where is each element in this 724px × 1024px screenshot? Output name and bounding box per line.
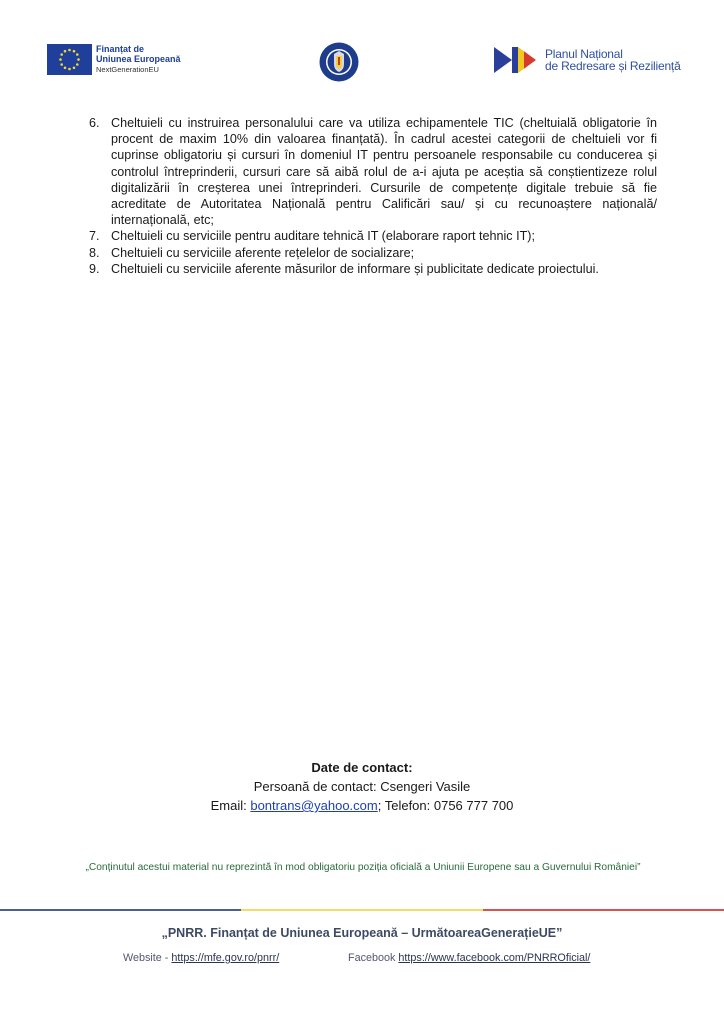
website-label: Website - bbox=[123, 952, 172, 964]
list-item-number: 9. bbox=[89, 261, 100, 276]
facebook-label: Facebook bbox=[348, 952, 399, 964]
eu-flag-icon bbox=[47, 44, 92, 75]
romanian-government-logo bbox=[319, 42, 359, 82]
website-link-group bbox=[123, 952, 279, 964]
facebook-link-group bbox=[348, 952, 590, 964]
list-item bbox=[89, 245, 657, 261]
eu-logo-line2: Uniunea Europeană bbox=[96, 54, 181, 64]
pnrr-logo-line1: Planul Național bbox=[545, 47, 623, 61]
pnrr-logo-line2: de Redresare și Reziliență bbox=[545, 59, 681, 73]
contact-title: Date de contact: bbox=[311, 760, 413, 775]
website-link[interactable]: https://mfe.gov.ro/pnrr/ bbox=[171, 952, 280, 964]
divider-yellow-segment bbox=[241, 909, 482, 911]
romania-coat-of-arms-seal-icon bbox=[319, 42, 359, 82]
footer-slogan: „PNRR. Finanțat de Uniunea Europeană – UrmătoareaGenerațieUE” bbox=[161, 926, 563, 940]
tricolor-divider bbox=[0, 909, 724, 911]
list-item-text: Cheltuieli cu serviciile aferente măsurilor de informare și publicitate dedicate proiectului. bbox=[111, 261, 599, 276]
list-item bbox=[89, 228, 657, 244]
list-item-number: 6. bbox=[89, 116, 100, 130]
facebook-link[interactable]: https://www.facebook.com/PNRROficial/ bbox=[398, 952, 591, 964]
pnrr-arrow-flag-icon bbox=[494, 47, 540, 73]
email-label: Email: bbox=[210, 798, 251, 813]
eu-funding-logo bbox=[47, 44, 181, 76]
phone-text: ; Telefon: 0756 777 700 bbox=[377, 798, 514, 813]
contact-email-phone bbox=[0, 796, 724, 815]
expense-list bbox=[89, 115, 657, 277]
disclaimer-text: „Conținutul acestui material nu reprezintă în mod obligatoriu poziția oficială a Uniunii Europene sau a Guvernului României” bbox=[85, 862, 641, 873]
list-item-text: Cheltuieli cu serviciile pentru auditare tehnică IT (elaborare raport tehnic IT); bbox=[111, 229, 535, 244]
eu-logo-line3: NextGenerationEU bbox=[96, 65, 159, 74]
list-item-text: Cheltuieli cu instruirea personalului care va utiliza echipamentele TIC (cheltuială obligatorie în procent de maxim 10% din valoarea finanțată). În cadrul acestei categorii de cheltuieli vor fi cuprinse obligatoriu și cursuri în domeniul IT pentru persoanele responsabile cu conducerea și controlul întreprinderii, cursuri care să aibă rolul de a-i ajuta pe aceștia să conștientizeze rolul digitalizării în creșterea unei întreprinderi. Cursurile de competențe digitale trebuie să fie acreditate de Autoritatea Națională pentru Calificări sau/ și cu recunoaștere națională/ internațională, etc; bbox=[111, 116, 657, 228]
email-link[interactable]: bontrans@yahoo.com bbox=[250, 798, 378, 813]
list-item-number: 7. bbox=[89, 229, 100, 244]
list-item bbox=[89, 115, 657, 228]
list-item-text: Cheltuieli cu serviciile aferente rețelelor de socializare; bbox=[111, 245, 415, 260]
contact-block bbox=[0, 758, 724, 815]
pnrr-logo bbox=[494, 47, 681, 73]
divider-red-segment bbox=[483, 909, 724, 911]
list-item bbox=[89, 261, 657, 277]
list-item-number: 8. bbox=[89, 245, 100, 260]
eu-logo-line1: Finanțat de bbox=[96, 44, 145, 54]
divider-blue-segment bbox=[0, 909, 241, 911]
contact-person: Persoană de contact: Csengeri Vasile bbox=[253, 779, 471, 794]
